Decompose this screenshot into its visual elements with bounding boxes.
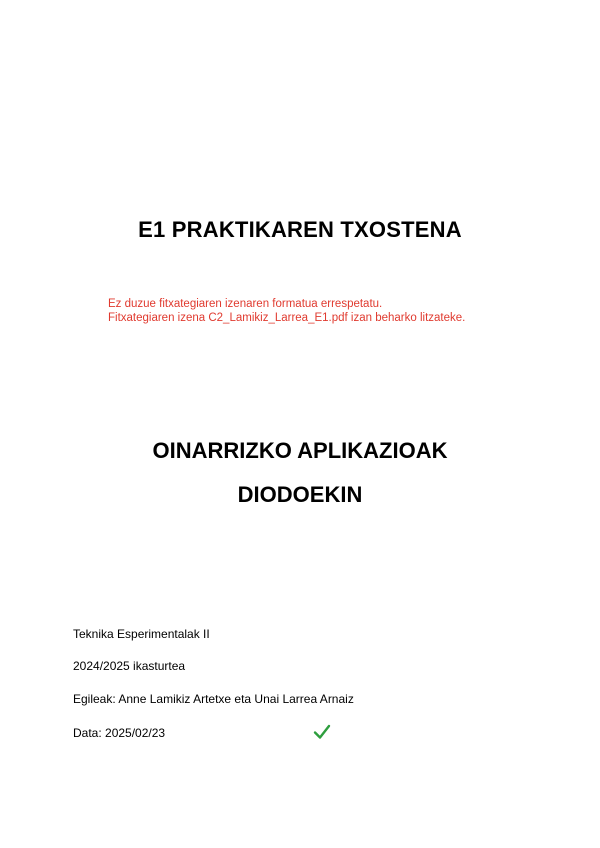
- checkmark-icon: [312, 722, 332, 742]
- subtitle-line1: OINARRIZKO APLIKAZIOAK: [152, 438, 448, 463]
- document-subtitle: [0, 429, 600, 517]
- course-name: Teknika Esperimentalak II: [73, 627, 210, 641]
- authors: Egileak: Anne Lamikiz Artetxe eta Unai Larrea Arnaiz: [73, 692, 354, 706]
- document-date: Data: 2025/02/23: [73, 726, 166, 740]
- filename-warning-line1: Ez duzue fitxategiaren izenaren formatua errespetatu.: [108, 298, 383, 310]
- academic-year: 2024/2025 ikasturtea: [73, 659, 186, 673]
- document-title: E1 PRAKTIKAREN TXOSTENA: [138, 217, 462, 242]
- subtitle-line2: DIODOEKIN: [237, 482, 363, 507]
- filename-warning-line2: Fitxategiaren izena C2_Lamikiz_Larrea_E1.pdf izan beharko litzateke.: [108, 312, 466, 324]
- filename-warning: [108, 297, 465, 325]
